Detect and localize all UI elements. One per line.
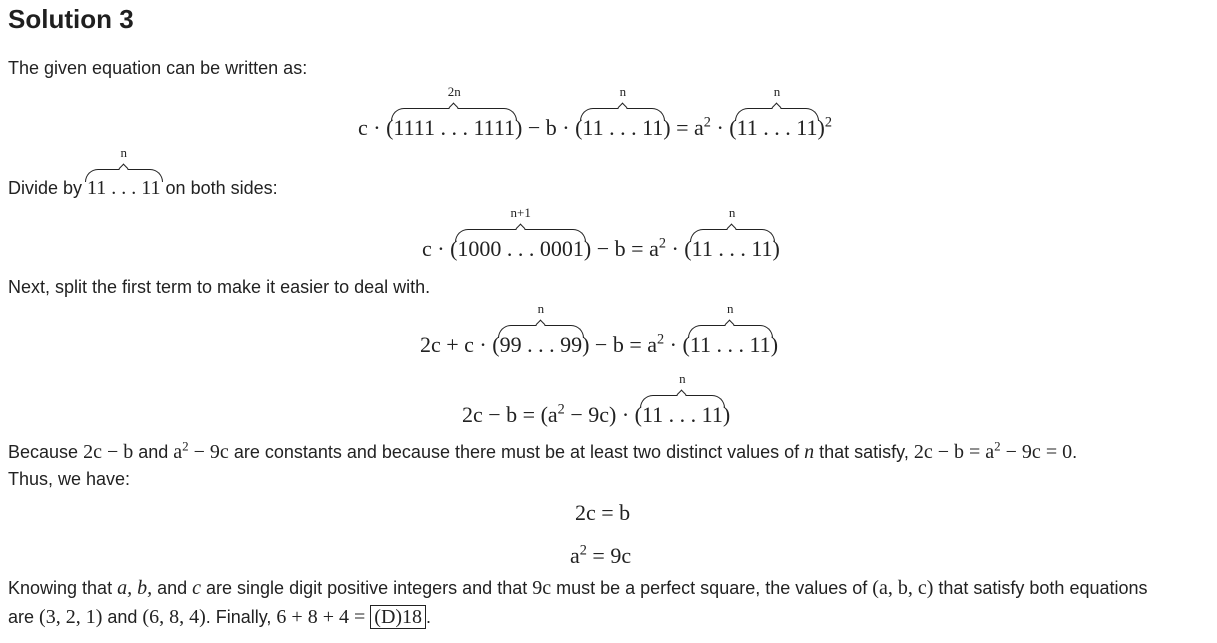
equation-1: c · ( 2n 1111 . . . 1111) − b · ( n 11 . . . $11) = a^2$ · ( n 11 . . . 11)$^2$ bbox=[358, 84, 832, 140]
overbrace-n-1: n 11 . . . 11 bbox=[582, 84, 664, 140]
overbrace-n-6: n 11 . . . 11 bbox=[641, 371, 723, 427]
solution-heading: Solution 3 bbox=[8, 4, 134, 34]
answer-box: (D)18 bbox=[370, 605, 426, 629]
split-text: Next, split the first term to make it easier to deal with. bbox=[8, 277, 431, 297]
overbrace-n-plus-1: n+1 1000 . . . 0001 bbox=[457, 205, 584, 261]
overbrace-2n: 2n 1111 . . . 1111 bbox=[393, 84, 516, 140]
overbrace-n-4: n 99 . . . 99 bbox=[499, 301, 583, 357]
divide-text: Divide by n 11 . . . 11 on both sides: bbox=[8, 145, 278, 199]
equation-6: $a^2 = 9c$ bbox=[570, 542, 632, 568]
overbrace-n-2: n 11 . . . 11 bbox=[736, 84, 818, 140]
overbrace-n-divide: n 11 . . . 11 bbox=[87, 145, 161, 199]
knowing-text: Knowing that a, b, and c are single digit positive integers and that 9c must be a perfect square, the values of (a, b, c) that satisfy both equations bbox=[8, 577, 1148, 599]
overbrace-n-5: n 11 . . . 11 bbox=[689, 301, 771, 357]
equation-4: $2c - b = (a^2 - 9c)$ · ( n 11 . . . 11) bbox=[462, 371, 731, 427]
equation-5: 2c = b bbox=[575, 500, 631, 525]
because-text: Because 2c − b and $a^2 - 9c$ are constants and because there must be at least two distinct values of n that satisfy, $2c - b = a^2 - 9c = 0$. bbox=[8, 438, 1078, 463]
equation-2: c · ( n+1 1000 . . . $0001) - b = a^2$ · ( n 11 . . . 11) bbox=[422, 205, 780, 261]
equation-3: 2c + c · ( n 99 . . . $99) - b = a^2$ · ( n 11 . . . 11) bbox=[420, 301, 779, 357]
final-text: are (3, 2, 1) and (6, 8, 4). Finally, 6 + 8 + 4 = (D)18 . bbox=[8, 606, 432, 628]
overbrace-n-3: n 11 . . . 11 bbox=[691, 205, 773, 261]
intro-text: The given equation can be written as: bbox=[8, 58, 308, 78]
thus-text: Thus, we have: bbox=[8, 469, 131, 489]
